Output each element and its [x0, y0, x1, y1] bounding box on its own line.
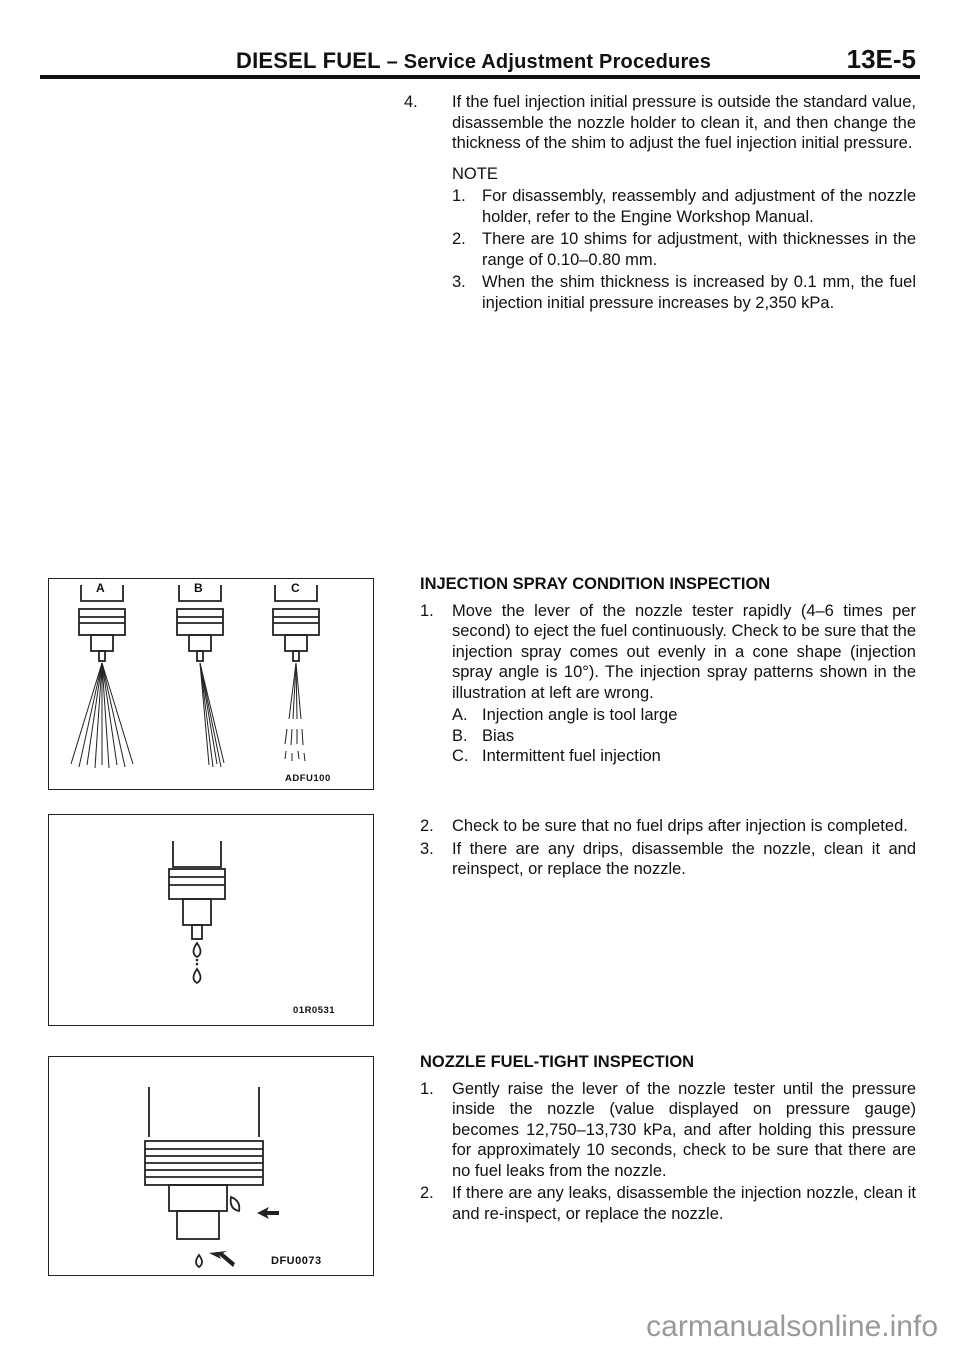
figure-code: 01R0531: [293, 1005, 336, 1016]
spray-step-2: 2. Check to be sure that no fuel drips after injection is completed.: [420, 817, 908, 835]
note-item: 1. For disassembly, reassembly and adjustment of the nozzle holder, refer to the Engine Workshop Manual.: [452, 187, 916, 226]
title-main: DIESEL FUEL: [236, 48, 381, 73]
page-header: [40, 44, 920, 80]
shim-adjustment-section: [396, 92, 916, 315]
figure-code: DFU0073: [271, 1255, 322, 1267]
fuel-leak-figure: [48, 1056, 374, 1276]
step-4: 4. If the fuel injection initial pressure is outside the standard value, disassemble the nozzle holder to clean it, and then change the thickness of the shim to adjust the fuel injection initial pressure.: [404, 93, 916, 152]
header-rule: [40, 75, 920, 79]
nozzle-a: [79, 585, 125, 661]
figure-code: ADFU100: [285, 773, 331, 784]
pattern-label-a: A: [96, 581, 105, 595]
spray-step-1: 1. Move the lever of the nozzle tester rapidly (4–6 times per second) to eject the fuel continuously. Check to be sure that the injection spray comes out evenly in a cone shape (injection spray angle is 10°). The injection spray patterns shown in the illustration at left are wrong.: [420, 601, 916, 702]
spray-pattern-figure: [48, 578, 374, 790]
spray-pattern-item: A. Injection angle is tool large: [452, 706, 678, 724]
pattern-label-b: B: [194, 581, 203, 595]
fuel-tight-step-1: 1. Gently raise the lever of the nozzle tester until the pressure inside the nozzle (value displayed on pressure gauge) becomes 12,750–13,730 kPa, and after holding this pressure for approximately 10 seconds, check to be sure that there are no fuel leaks from the nozzle.: [420, 1079, 916, 1180]
drip-inspection-section: [396, 816, 916, 882]
spray-pattern-illustration: [49, 579, 373, 789]
spray-pattern-item: B. Bias: [452, 726, 515, 745]
spray-step-3: 3. If there are any drips, disassemble the nozzle, clean it and reinspect, or replace the nozzle.: [420, 839, 916, 878]
nozzle-c: [273, 585, 319, 661]
pattern-label-c: C: [291, 581, 300, 595]
page-title: [236, 48, 711, 74]
note-item: 3. When the shim thickness is increased by 0.1 mm, the fuel injection initial pressure increases by 2,350 kPa.: [452, 273, 916, 312]
note-label: NOTE: [452, 164, 498, 183]
drip-check-figure: [48, 814, 374, 1026]
section-heading: NOZZLE FUEL-TIGHT INSPECTION: [420, 1053, 695, 1071]
section-heading: INJECTION SPRAY CONDITION INSPECTION: [420, 575, 771, 593]
nozzle-b: [177, 585, 223, 661]
title-separator: –: [386, 51, 398, 73]
fuel-tight-section: [396, 1052, 916, 1226]
spray-inspection-section: [396, 574, 916, 767]
title-sub: Service Adjustment Procedures: [403, 51, 712, 73]
fuel-leak-illustration: [49, 1057, 373, 1275]
drip-check-illustration: [49, 815, 373, 1025]
fuel-tight-step-2: 2. If there are any leaks, disassemble the injection nozzle, clean it and re-inspect, or replace the nozzle.: [420, 1184, 916, 1223]
note-item: 2. There are 10 shims for adjustment, with thicknesses in the range of 0.10–0.80 mm.: [452, 230, 916, 269]
page-number: 13E-5: [846, 44, 916, 74]
watermark: carmanualsonline.info: [646, 1310, 938, 1343]
spray-pattern-item: C. Intermittent fuel injection: [452, 747, 661, 765]
